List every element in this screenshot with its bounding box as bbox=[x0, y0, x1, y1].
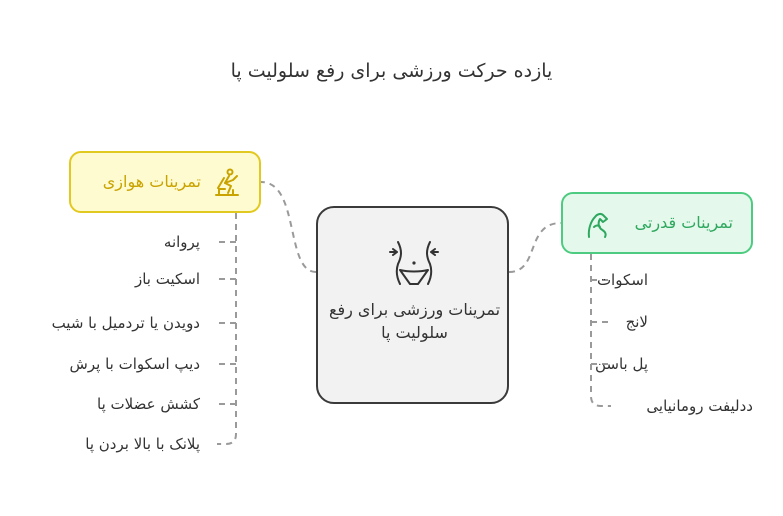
aerobic-item-5: کشش عضلات پا bbox=[97, 395, 200, 413]
strength-item-4: ددلیفت رومانیایی bbox=[646, 397, 753, 415]
aerobic-item-4: دیپ اسکوات با پرش bbox=[69, 355, 200, 373]
connector-center-aerobic bbox=[261, 182, 316, 272]
connector-aerobic-trunk bbox=[217, 213, 236, 444]
strength-category-label: تمرینات قدرتی bbox=[634, 213, 733, 232]
center-node bbox=[316, 206, 509, 404]
flexed-arm-icon bbox=[585, 209, 611, 239]
strength-item-2: لانج bbox=[625, 313, 648, 331]
aerobic-item-2: اسکیت باز bbox=[134, 270, 200, 288]
connector-center-strength bbox=[509, 223, 561, 272]
diagram-title: یازده حرکت ورزشی برای رفع سلولیت پا bbox=[230, 60, 553, 82]
center-label: تمرینات ورزشی برای رفع سلولیت پا bbox=[328, 300, 501, 342]
waist-slimming-icon bbox=[388, 238, 440, 290]
exercise-bike-icon bbox=[213, 168, 241, 198]
aerobic-item-3: دویدن یا تردمیل با شیب bbox=[51, 314, 200, 332]
strength-item-1: اسکوات bbox=[596, 271, 648, 289]
aerobic-item-1: پروانه bbox=[163, 233, 200, 251]
strength-category-box bbox=[561, 192, 753, 254]
aerobic-item-6: پلانک با بالا بردن پا bbox=[85, 435, 200, 453]
strength-item-3: پل باسن bbox=[594, 355, 648, 373]
aerobic-category-box bbox=[69, 151, 261, 213]
aerobic-category-label: تمرینات هوازی bbox=[102, 172, 201, 191]
